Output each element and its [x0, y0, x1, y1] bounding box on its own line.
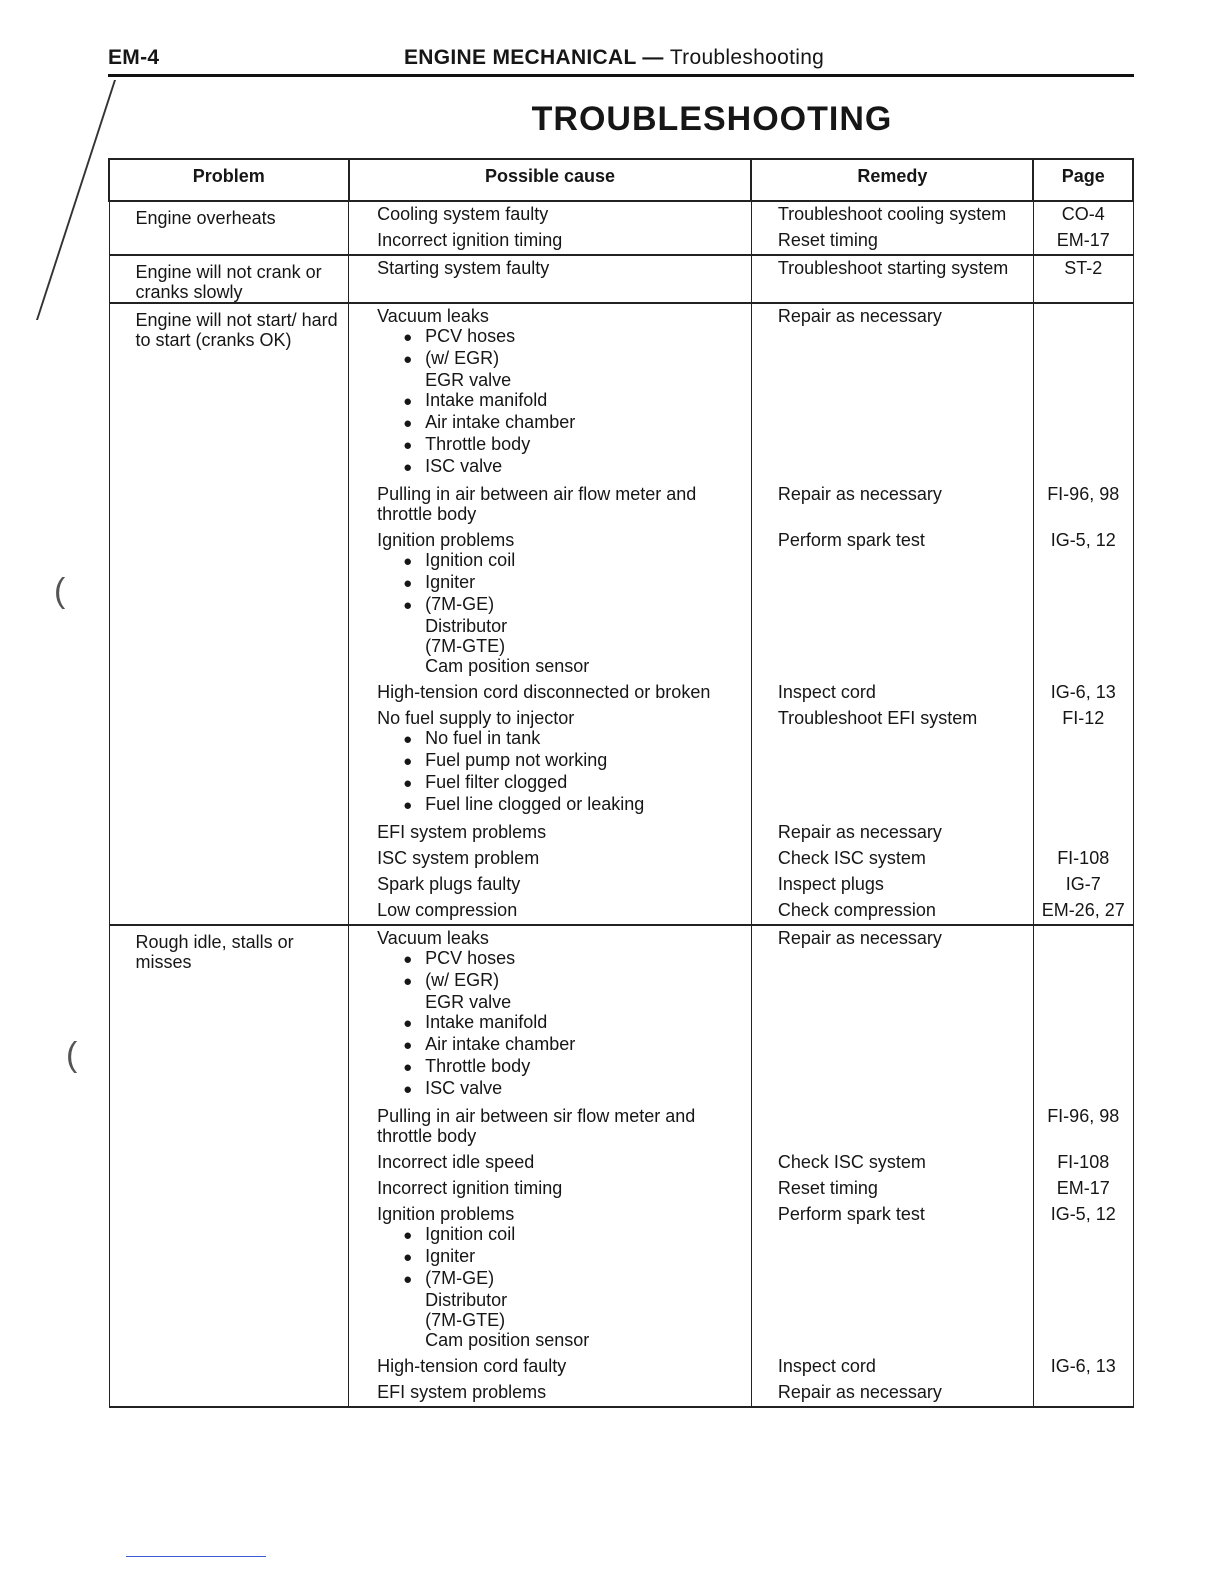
cause-bullet-item: ● Igniter	[403, 1246, 743, 1268]
cause-cell	[349, 482, 752, 528]
cause-continuation: EGR valve	[425, 370, 512, 390]
cause-bullet-item: ● (7M-GE)	[403, 1268, 743, 1290]
cause-text: Ignition problems	[377, 1204, 515, 1224]
page-ref-cell: IG-5, 12	[1033, 1202, 1133, 1354]
cause-continuation: EGR valve	[425, 992, 512, 1012]
remedy-cell: Troubleshoot EFI system	[751, 706, 1033, 820]
footer-rule	[126, 1556, 266, 1557]
cause-cell	[349, 303, 752, 482]
cause-bullet-item: ● Intake manifold	[403, 390, 743, 412]
problem-group	[109, 201, 1133, 255]
page-ref-cell	[1033, 303, 1133, 482]
problem-group	[109, 303, 1133, 925]
remedy-cell: Repair as necessary	[751, 925, 1033, 1104]
page-ref-cell: ST-2	[1033, 255, 1133, 303]
remedy-cell: Check ISC system	[751, 1150, 1033, 1176]
binder-hole-mark: (	[54, 572, 66, 610]
page-ref-cell: FI-12	[1033, 706, 1133, 820]
cause-cell	[349, 846, 752, 872]
cause-bullet-item: ● No fuel in tank	[403, 728, 743, 750]
page-ref-cell: IG-5, 12	[1033, 528, 1133, 680]
cause-bullet-item: ● Ignition coil	[403, 550, 743, 572]
cause-bullet-item: ● (7M-GE)	[403, 594, 743, 616]
cause-cell	[349, 706, 752, 820]
cause-bullet-item: ● ISC valve	[403, 1078, 743, 1100]
cause-bullet-item: ● PCV hoses	[403, 326, 743, 348]
header-separator: —	[642, 46, 664, 69]
troubleshooting-table	[108, 158, 1134, 1408]
page-ref-cell: FI-96, 98	[1033, 482, 1133, 528]
cause-text: Incorrect ignition timing	[377, 1178, 563, 1198]
problem-cell: Rough idle, stalls or misses	[109, 925, 349, 1407]
cause-cell	[349, 925, 752, 1104]
header-rule	[108, 74, 1134, 77]
cause-cell	[349, 680, 752, 706]
column-header-possible-cause: Possible cause	[349, 159, 752, 201]
cause-bullet-item: ● Igniter	[403, 572, 743, 594]
page-ref-cell	[1033, 925, 1133, 1104]
remedy-cell: Troubleshoot cooling system	[751, 201, 1033, 228]
column-header-problem: Problem	[109, 159, 349, 201]
problem-group	[109, 925, 1133, 1407]
cause-text: Low compression	[377, 900, 518, 920]
remedy-cell: Repair as necessary	[751, 482, 1033, 528]
cause-text: High-tension cord faulty	[377, 1356, 567, 1376]
cause-text: Cooling system faulty	[377, 204, 549, 224]
cause-bullet-item: ● Throttle body	[403, 1056, 743, 1078]
cause-continuation: Distributor	[425, 1290, 508, 1310]
cause-cell	[349, 255, 752, 303]
cause-cell	[349, 1202, 752, 1354]
cause-text: Vacuum leaks	[377, 928, 489, 948]
remedy-cell	[751, 1104, 1033, 1150]
cause-bullet-item: ● Intake manifold	[403, 1012, 743, 1034]
cause-cell	[349, 201, 752, 228]
table-row	[109, 303, 1133, 482]
remedy-cell: Inspect cord	[751, 680, 1033, 706]
remedy-cell: Repair as necessary	[751, 820, 1033, 846]
page-ref-cell	[1033, 820, 1133, 846]
remedy-cell: Reset timing	[751, 228, 1033, 255]
cause-bullet-item: ● Air intake chamber	[403, 1034, 743, 1056]
subsection-name: Troubleshooting	[669, 46, 825, 69]
page-ref-cell: EM-17	[1033, 228, 1133, 255]
cause-cell	[349, 1176, 752, 1202]
table-row	[109, 201, 1133, 228]
section-title	[404, 46, 824, 70]
cause-text: Incorrect idle speed	[377, 1152, 535, 1172]
table-row	[109, 925, 1133, 1104]
remedy-cell: Check ISC system	[751, 846, 1033, 872]
cause-cell	[349, 1104, 752, 1150]
remedy-cell: Reset timing	[751, 1176, 1033, 1202]
cause-text: No fuel supply to injector	[377, 708, 575, 728]
cause-bullet-item: ● Air intake chamber	[403, 412, 743, 434]
cause-text: Vacuum leaks	[377, 306, 489, 326]
cause-bullet-item: ● (w/ EGR)	[403, 970, 743, 992]
page-ref-cell: IG-7	[1033, 872, 1133, 898]
cause-text: EFI system problems	[377, 1382, 547, 1402]
cause-continuation: Cam position sensor	[425, 656, 590, 676]
cause-bullet-item: ● Fuel pump not working	[403, 750, 743, 772]
remedy-cell: Troubleshoot starting system	[751, 255, 1033, 303]
cause-continuation: (7M-GTE)	[425, 1310, 506, 1330]
problem-group	[109, 255, 1133, 303]
cause-bullet-item: ● Fuel filter clogged	[403, 772, 743, 794]
column-header-page: Page	[1033, 159, 1133, 201]
cause-text: Pulling in air between sir flow meter and throttle body	[377, 1106, 696, 1146]
page-ref-cell: EM-17	[1033, 1176, 1133, 1202]
problem-cell: Engine will not crank or cranks slowly	[109, 255, 349, 303]
page-ref-cell: FI-108	[1033, 1150, 1133, 1176]
table-row	[109, 255, 1133, 303]
cause-bullet-item: ● Fuel line clogged or leaking	[403, 794, 743, 816]
remedy-cell: Check compression	[751, 898, 1033, 925]
page-ref-cell: IG-6, 13	[1033, 680, 1133, 706]
cause-text: Spark plugs faulty	[377, 874, 521, 894]
cause-bullet-item: ● Ignition coil	[403, 1224, 743, 1246]
page-ref-cell: EM-26, 27	[1033, 898, 1133, 925]
problem-cell: Engine will not start/ hard to start (cranks OK)	[109, 303, 349, 925]
page-header	[108, 46, 1134, 74]
remedy-cell: Repair as necessary	[751, 303, 1033, 482]
cause-bullet-item: ● PCV hoses	[403, 948, 743, 970]
cause-bullet-item: ● (w/ EGR)	[403, 348, 743, 370]
page-code: EM-4	[108, 46, 160, 69]
remedy-cell: Perform spark test	[751, 528, 1033, 680]
cause-bullet-item: ● ISC valve	[403, 456, 743, 478]
cause-text: Starting system faulty	[377, 258, 550, 278]
remedy-cell: Perform spark test	[751, 1202, 1033, 1354]
page-ref-cell: CO-4	[1033, 201, 1133, 228]
cause-cell	[349, 1150, 752, 1176]
page-title: TROUBLESHOOTING	[531, 100, 893, 138]
remedy-cell: Inspect plugs	[751, 872, 1033, 898]
table-header-row	[109, 159, 1133, 201]
cause-cell	[349, 1380, 752, 1407]
cause-text: High-tension cord disconnected or broken	[377, 682, 711, 702]
page-ref-cell: FI-96, 98	[1033, 1104, 1133, 1150]
section-name: ENGINE MECHANICAL	[404, 46, 637, 69]
page-ref-cell: FI-108	[1033, 846, 1133, 872]
cause-text: Ignition problems	[377, 530, 515, 550]
page-ref-cell	[1033, 1380, 1133, 1407]
cause-cell	[349, 528, 752, 680]
cause-continuation: Distributor	[425, 616, 508, 636]
binder-hole-mark: (	[66, 1036, 78, 1074]
cause-cell	[349, 228, 752, 255]
cause-text: Incorrect ignition timing	[377, 230, 563, 250]
remedy-cell: Inspect cord	[751, 1354, 1033, 1380]
cause-text: EFI system problems	[377, 822, 547, 842]
cause-continuation: Cam position sensor	[425, 1330, 590, 1350]
column-header-remedy: Remedy	[751, 159, 1033, 201]
cause-continuation: (7M-GTE)	[425, 636, 506, 656]
problem-cell: Engine overheats	[109, 201, 349, 255]
cause-bullet-item: ● Throttle body	[403, 434, 743, 456]
remedy-cell: Repair as necessary	[751, 1380, 1033, 1407]
cause-cell	[349, 1354, 752, 1380]
page-ref-cell: IG-6, 13	[1033, 1354, 1133, 1380]
cause-cell	[349, 872, 752, 898]
cause-text: Pulling in air between air flow meter and throttle body	[377, 484, 697, 524]
cause-text: ISC system problem	[377, 848, 540, 868]
cause-cell	[349, 820, 752, 846]
cause-cell	[349, 898, 752, 925]
